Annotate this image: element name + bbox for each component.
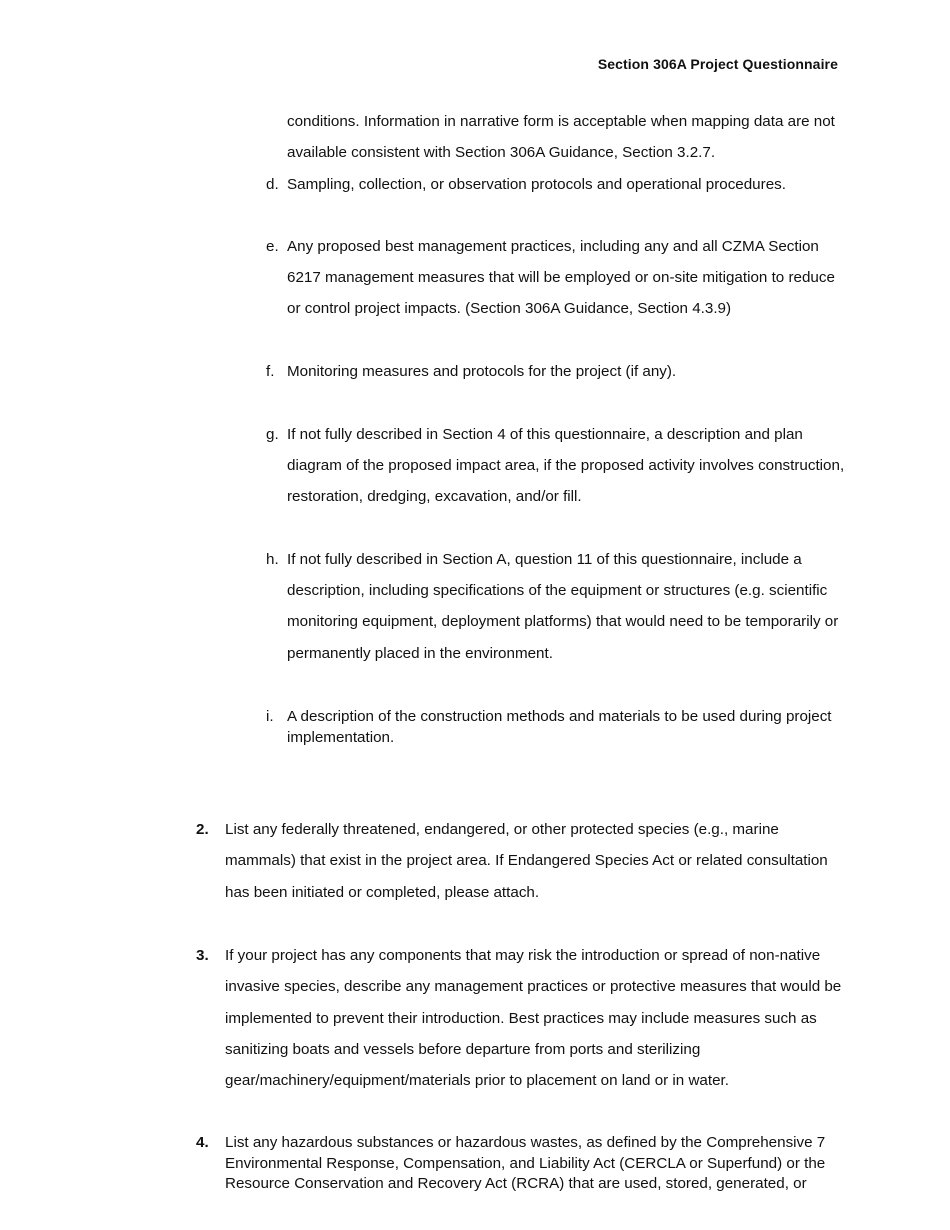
list-item-text: If not fully described in Section A, question 11 of this questionnaire, include a description, including specifications of the equipment or structures (e.g. scientific monitoring equipment, deployment platforms) that would need to be temporarily or permanently placed in the environment. [287, 551, 839, 662]
question-text: If your project has any components that may risk the introduction or spread of non-native invasive species, describe any management practices or protective measures that would be implemented to prevent their introduction. Best practices may include measures such as sanitizing boats and vessels before departure from ports and sterilizing gear/machinery/equipment/materials prior to placement on land or in water. [225, 947, 842, 1090]
list-marker: e. [266, 238, 279, 255]
question-number: 3. [196, 947, 209, 964]
list-item-h [266, 544, 846, 669]
question-3 [196, 940, 846, 1096]
list-item-e [266, 231, 846, 325]
continuation-text: conditions. Information in narrative form is acceptable when mapping data are not available consistent with Section 306A Guidance, Section 3.2.7. [287, 113, 835, 162]
question-number: 2. [196, 821, 209, 838]
list-item-f [266, 356, 846, 387]
question-2 [196, 814, 846, 908]
page-header-title: Section 306A Project Questionnaire [597, 56, 838, 72]
list-item-text: Monitoring measures and protocols for the project (if any). [287, 363, 677, 380]
question-number: 4. [196, 1134, 209, 1151]
list-marker: f. [266, 363, 275, 380]
list-item-i [266, 707, 846, 748]
question-text: List any hazardous substances or hazardous wastes, as defined by the Comprehensive 7 Environmental Response, Compensation, and Liability Act (CERCLA or Superfund) or the Resource Conservation and Recovery Act (RCRA) that are used, stored, generated, or [225, 1134, 826, 1193]
list-item-text: A description of the construction methods and materials to be used during project implementation. [287, 708, 832, 746]
list-item-g [266, 419, 846, 513]
list-marker: h. [266, 551, 279, 568]
list-item-d [266, 169, 846, 200]
list-item-text: Sampling, collection, or observation protocols and operational procedures. [287, 176, 786, 193]
question-4 [196, 1133, 846, 1195]
list-marker: i. [266, 708, 274, 725]
list-item-text: Any proposed best management practices, including any and all CZMA Section 6217 management measures that will be employed or on-site mitigation to reduce or control project impacts. (Section 306A Guidance, Section 4.3.9) [287, 238, 835, 318]
list-marker: d. [266, 176, 279, 193]
question-text: List any federally threatened, endangered, or other protected species (e.g., marine mammals) that exist in the project area. If Endangered Species Act or related consultation has been initiated or completed, please attach. [225, 821, 828, 901]
list-marker: g. [266, 426, 279, 443]
list-item-text: If not fully described in Section 4 of this questionnaire, a description and plan diagram of the proposed impact area, if the proposed activity involves construction, restoration, dredging, excavation, and/or fill. [287, 426, 845, 506]
